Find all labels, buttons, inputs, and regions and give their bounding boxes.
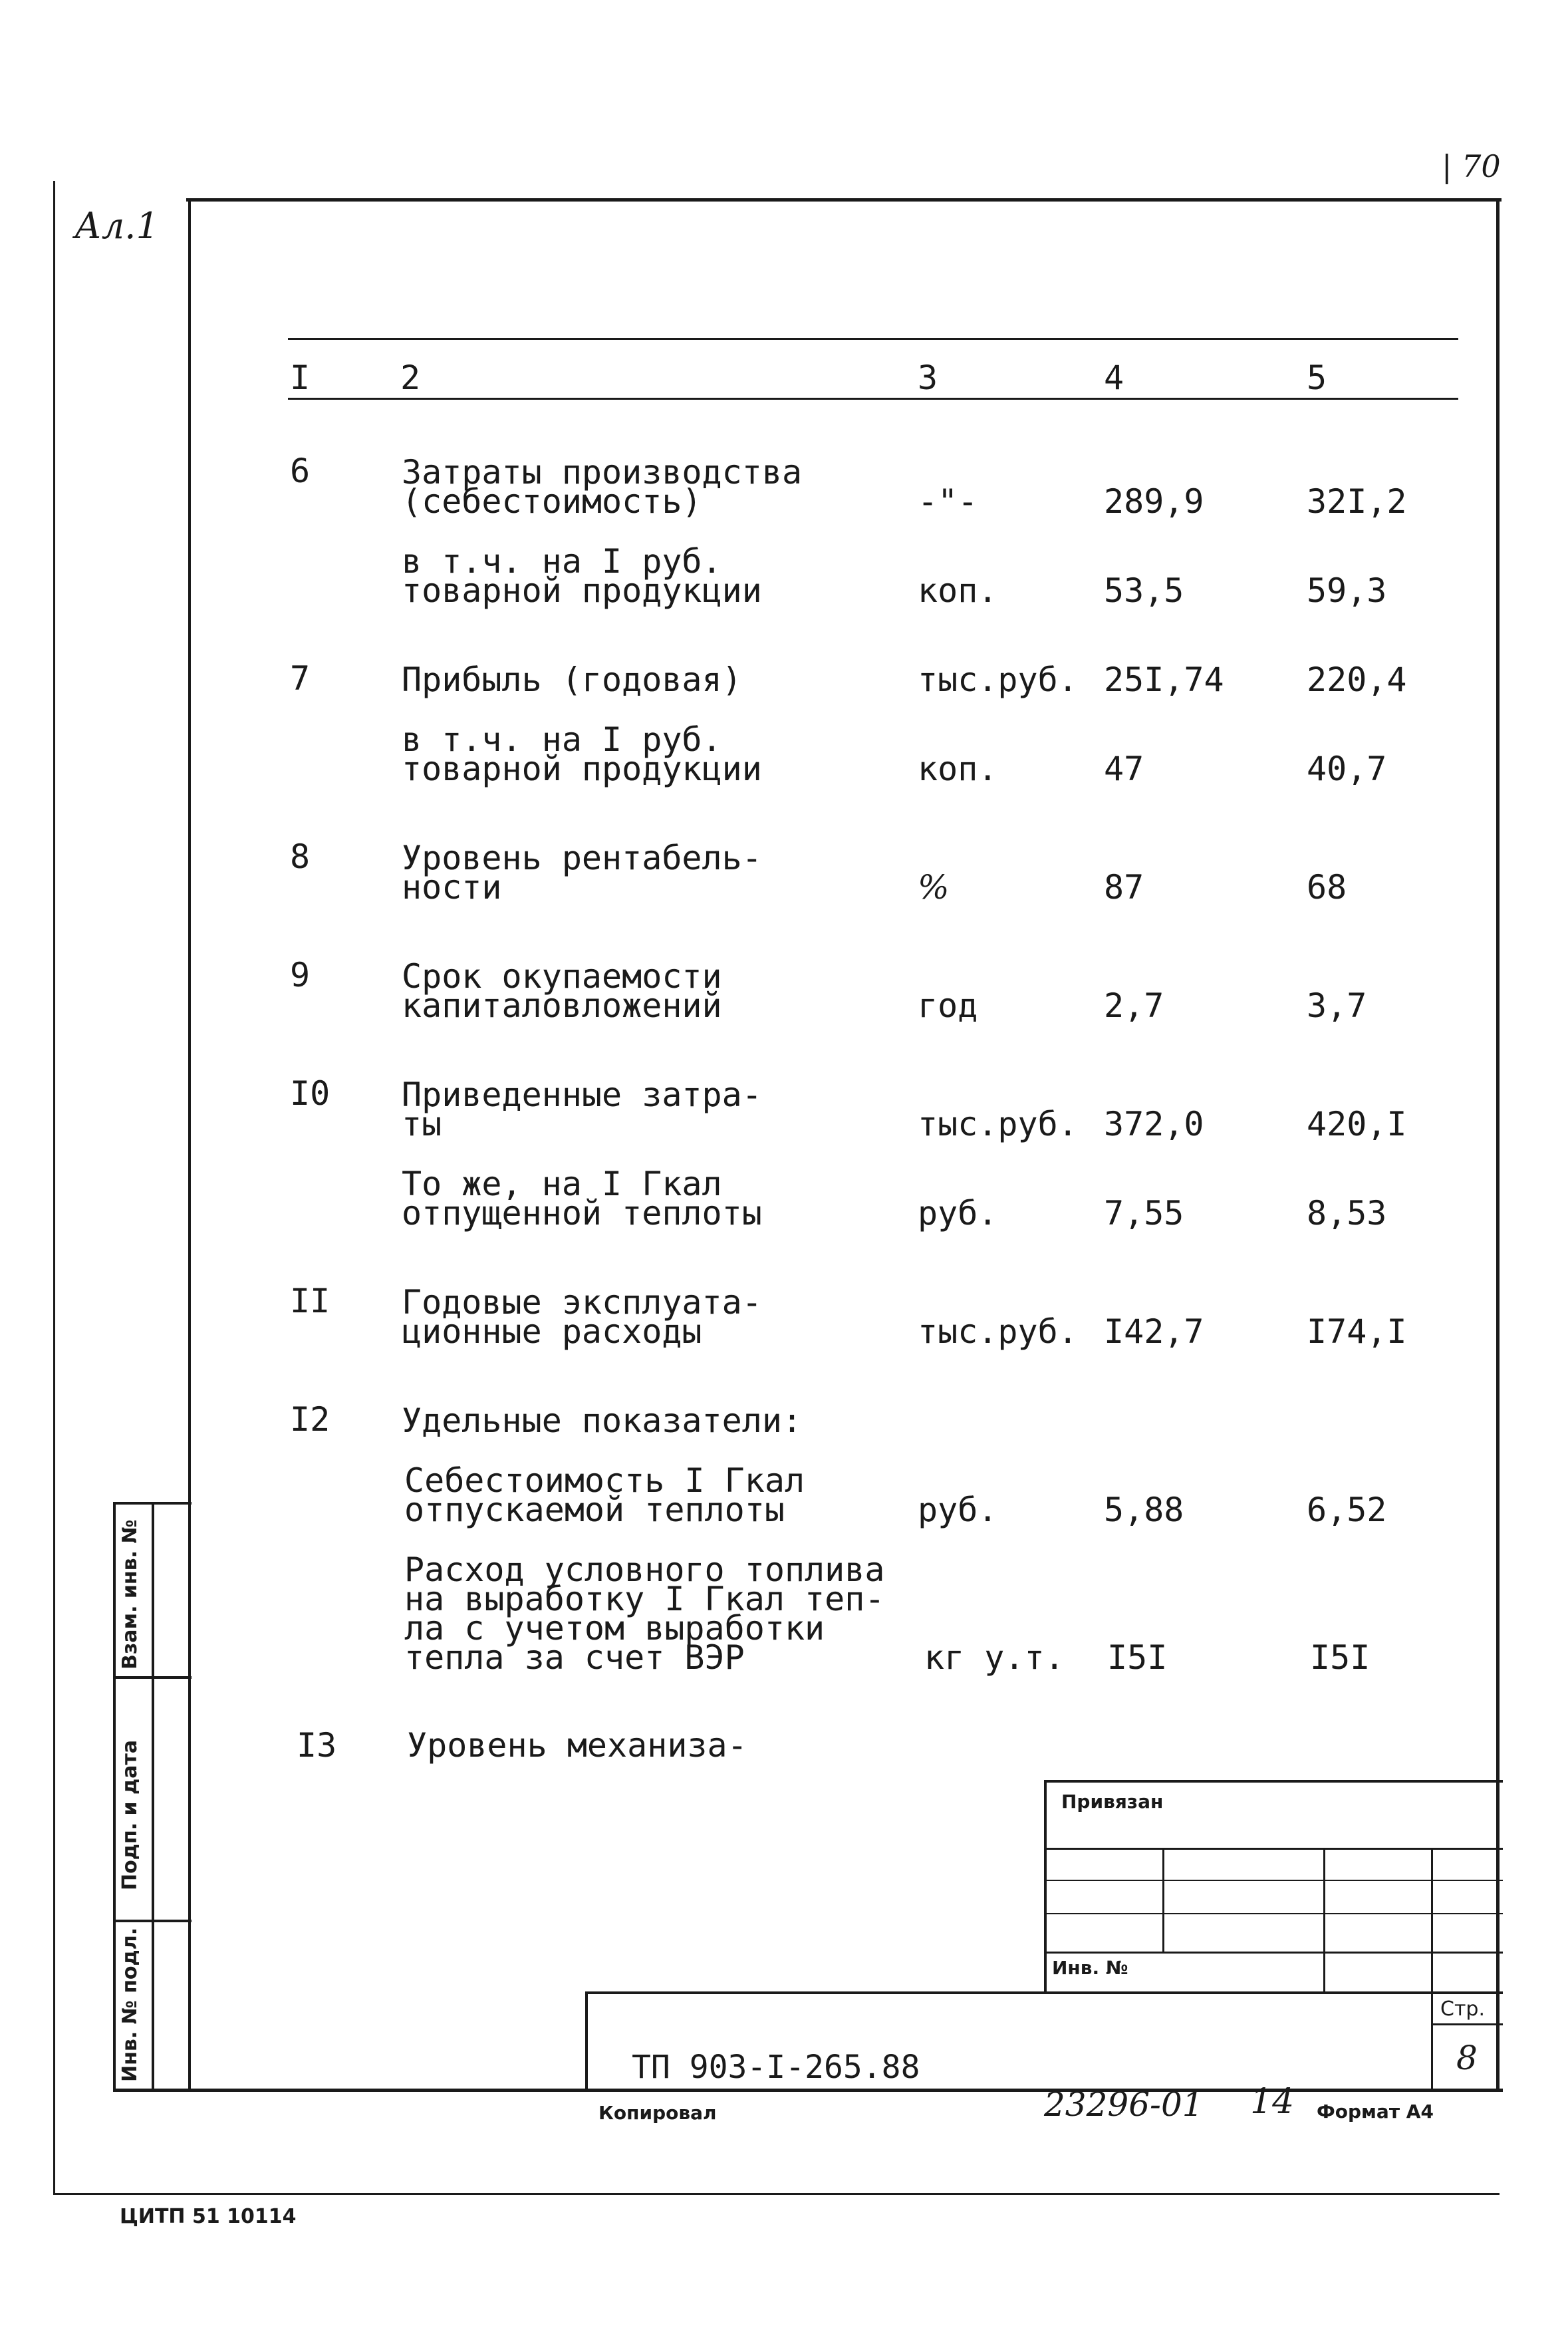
row-number: I2 [290, 1400, 330, 1439]
row-number: 9 [290, 956, 311, 994]
stamp-attached-label: Привязан [1061, 1791, 1164, 1813]
stamp-grid-h4 [1044, 1952, 1503, 1954]
row-value-col4: 47 [1104, 750, 1144, 788]
row-name-line: ности [402, 868, 502, 907]
row-name-line: Приведенные затра- [402, 1076, 762, 1114]
frame-top [186, 198, 1502, 202]
row-name-line: тепла за счет ВЭР [404, 1638, 745, 1677]
archive-number: 23296-01 [1044, 2085, 1204, 2124]
row-value-col5: 68 [1307, 868, 1347, 907]
row-name-line: капиталовложений [402, 986, 722, 1025]
row-name-line: Себестоимость I Гкал [404, 1461, 805, 1500]
stamp-attached-top [1044, 1780, 1503, 1783]
copied-label: Копировал [598, 2102, 717, 2124]
title-block-left [585, 1991, 588, 2091]
row-name-line: товарной продукции [402, 571, 762, 610]
row-name-line: товарной продукции [402, 750, 762, 788]
row-unit: руб. [918, 1194, 998, 1233]
row-name-line: отпускаемой теплоты [404, 1491, 785, 1529]
stamp-grid-h3 [1044, 1913, 1503, 1914]
header-col-2: 2 [400, 359, 421, 397]
row-unit: коп. [918, 571, 998, 610]
frame-left [188, 198, 191, 2091]
page-corner-number: | 70 [1442, 148, 1501, 184]
row-name-line: в т.ч. на I руб. [402, 542, 722, 581]
row-unit: % [918, 868, 950, 907]
bottom-margin-line [53, 2193, 1500, 2195]
row-value-col4: I5I [1107, 1638, 1168, 1677]
row-number: 7 [290, 659, 311, 698]
row-number: 8 [290, 837, 311, 876]
row-unit: коп. [918, 750, 998, 788]
row-name-line: Срок окупаемости [402, 957, 722, 996]
row-value-col5: 220,4 [1307, 660, 1407, 699]
row-name-line: Удельные показатели: [402, 1401, 803, 1440]
row-name-line: Годовые эксплуата- [402, 1283, 762, 1322]
table-top-rule [288, 338, 1458, 340]
row-number: I3 [297, 1726, 337, 1765]
side-stamp-mid [152, 1503, 154, 2089]
row-value-col4: 87 [1104, 868, 1144, 907]
row-name-line: ты [402, 1105, 442, 1143]
row-unit: тыс.руб. [918, 660, 1078, 699]
frame-bottom [113, 2089, 1503, 2092]
row-value-col5: 59,3 [1307, 571, 1387, 610]
row-unit: тыс.руб. [918, 1312, 1078, 1351]
row-name-line: Уровень рентабель- [402, 839, 762, 877]
row-value-col5: 40,7 [1307, 750, 1387, 788]
stamp-grid-h2 [1044, 1880, 1503, 1881]
header-col-3: 3 [918, 359, 938, 397]
row-name-line: Затраты производства [402, 453, 803, 492]
side-stamp-top [113, 1502, 192, 1505]
row-name-line: на выработку I Гкал теп- [404, 1580, 885, 1618]
row-name-line: ционные расходы [402, 1312, 702, 1351]
side-stamp-field1: Взам. инв. № [118, 1519, 142, 1670]
row-value-col5: 32I,2 [1307, 482, 1407, 521]
frame-right [1496, 198, 1500, 2091]
stamp-inv-label: Инв. № [1052, 1957, 1128, 1979]
doc-code: ТП 903-I-265.88 [632, 2049, 920, 2086]
row-value-col4: 289,9 [1104, 482, 1204, 521]
row-value-col4: I42,7 [1104, 1312, 1204, 1351]
header-col-5: 5 [1307, 359, 1327, 397]
stamp-attached-left [1044, 1780, 1047, 1993]
stamp-grid-v2 [1323, 1848, 1325, 1993]
row-value-col4: 2,7 [1104, 986, 1164, 1025]
header-col-1: I [290, 359, 311, 397]
row-value-col5: 3,7 [1307, 986, 1367, 1025]
row-unit: тыс.руб. [918, 1105, 1078, 1143]
printer-mark: ЦИТП 51 10114 [120, 2205, 297, 2228]
row-value-col4: 25I,74 [1104, 660, 1224, 699]
row-value-col5: I74,I [1307, 1312, 1407, 1351]
left-margin-line [53, 181, 55, 2195]
row-unit: год [918, 986, 978, 1025]
corner-mark: Ал.1 [74, 205, 159, 247]
page-cell-divider [1431, 2023, 1503, 2025]
row-name-line: (себестоимость) [402, 482, 702, 521]
row-name-line: ла с учетом выработки [404, 1609, 825, 1648]
row-name-line: в т.ч. на I руб. [402, 720, 722, 759]
stamp-grid-v1 [1162, 1848, 1164, 1953]
page-cell-left [1431, 1991, 1433, 2091]
row-name-line: Прибыль (годовая) [402, 660, 742, 699]
side-stamp-field3: Инв. № подл. [118, 1927, 142, 2082]
row-unit: руб. [918, 1491, 998, 1529]
row-value-col4: 372,0 [1104, 1105, 1204, 1143]
row-value-col5: 8,53 [1307, 1194, 1387, 1233]
row-number: 6 [290, 452, 311, 490]
row-name-line: Уровень механиза- [407, 1726, 747, 1765]
title-block-top [585, 1991, 1503, 1994]
row-number: I0 [290, 1074, 330, 1113]
stamp-grid-v3 [1431, 1848, 1433, 1993]
row-name-line: отпущенной теплоты [402, 1194, 762, 1233]
row-unit: -"- [918, 482, 978, 521]
row-number: II [290, 1282, 330, 1320]
header-col-4: 4 [1104, 359, 1124, 397]
side-stamp-left [113, 1503, 116, 2089]
page-label: Стр. [1440, 1997, 1486, 2021]
side-stamp-div1 [113, 1676, 192, 1679]
row-value-col5: 6,52 [1307, 1491, 1387, 1529]
sheet-number: 14 [1250, 2082, 1295, 2122]
row-value-col4: 53,5 [1104, 571, 1184, 610]
row-value-col5: 420,I [1307, 1105, 1407, 1143]
stamp-grid-h1 [1044, 1848, 1503, 1850]
row-name-line: То же, на I Гкал [402, 1165, 722, 1203]
side-stamp-field2: Подп. и дата [118, 1739, 142, 1890]
row-value-col5: I5I [1310, 1638, 1371, 1677]
table-header-rule [288, 398, 1458, 400]
side-stamp-div2 [113, 1920, 192, 1922]
row-name-line: Расход условного топлива [404, 1550, 885, 1589]
page-number: 8 [1456, 2039, 1478, 2077]
row-value-col4: 7,55 [1104, 1194, 1184, 1233]
row-unit: кг у.т. [924, 1638, 1065, 1677]
row-value-col4: 5,88 [1104, 1491, 1184, 1529]
format-label: Формат А4 [1317, 2101, 1434, 2122]
